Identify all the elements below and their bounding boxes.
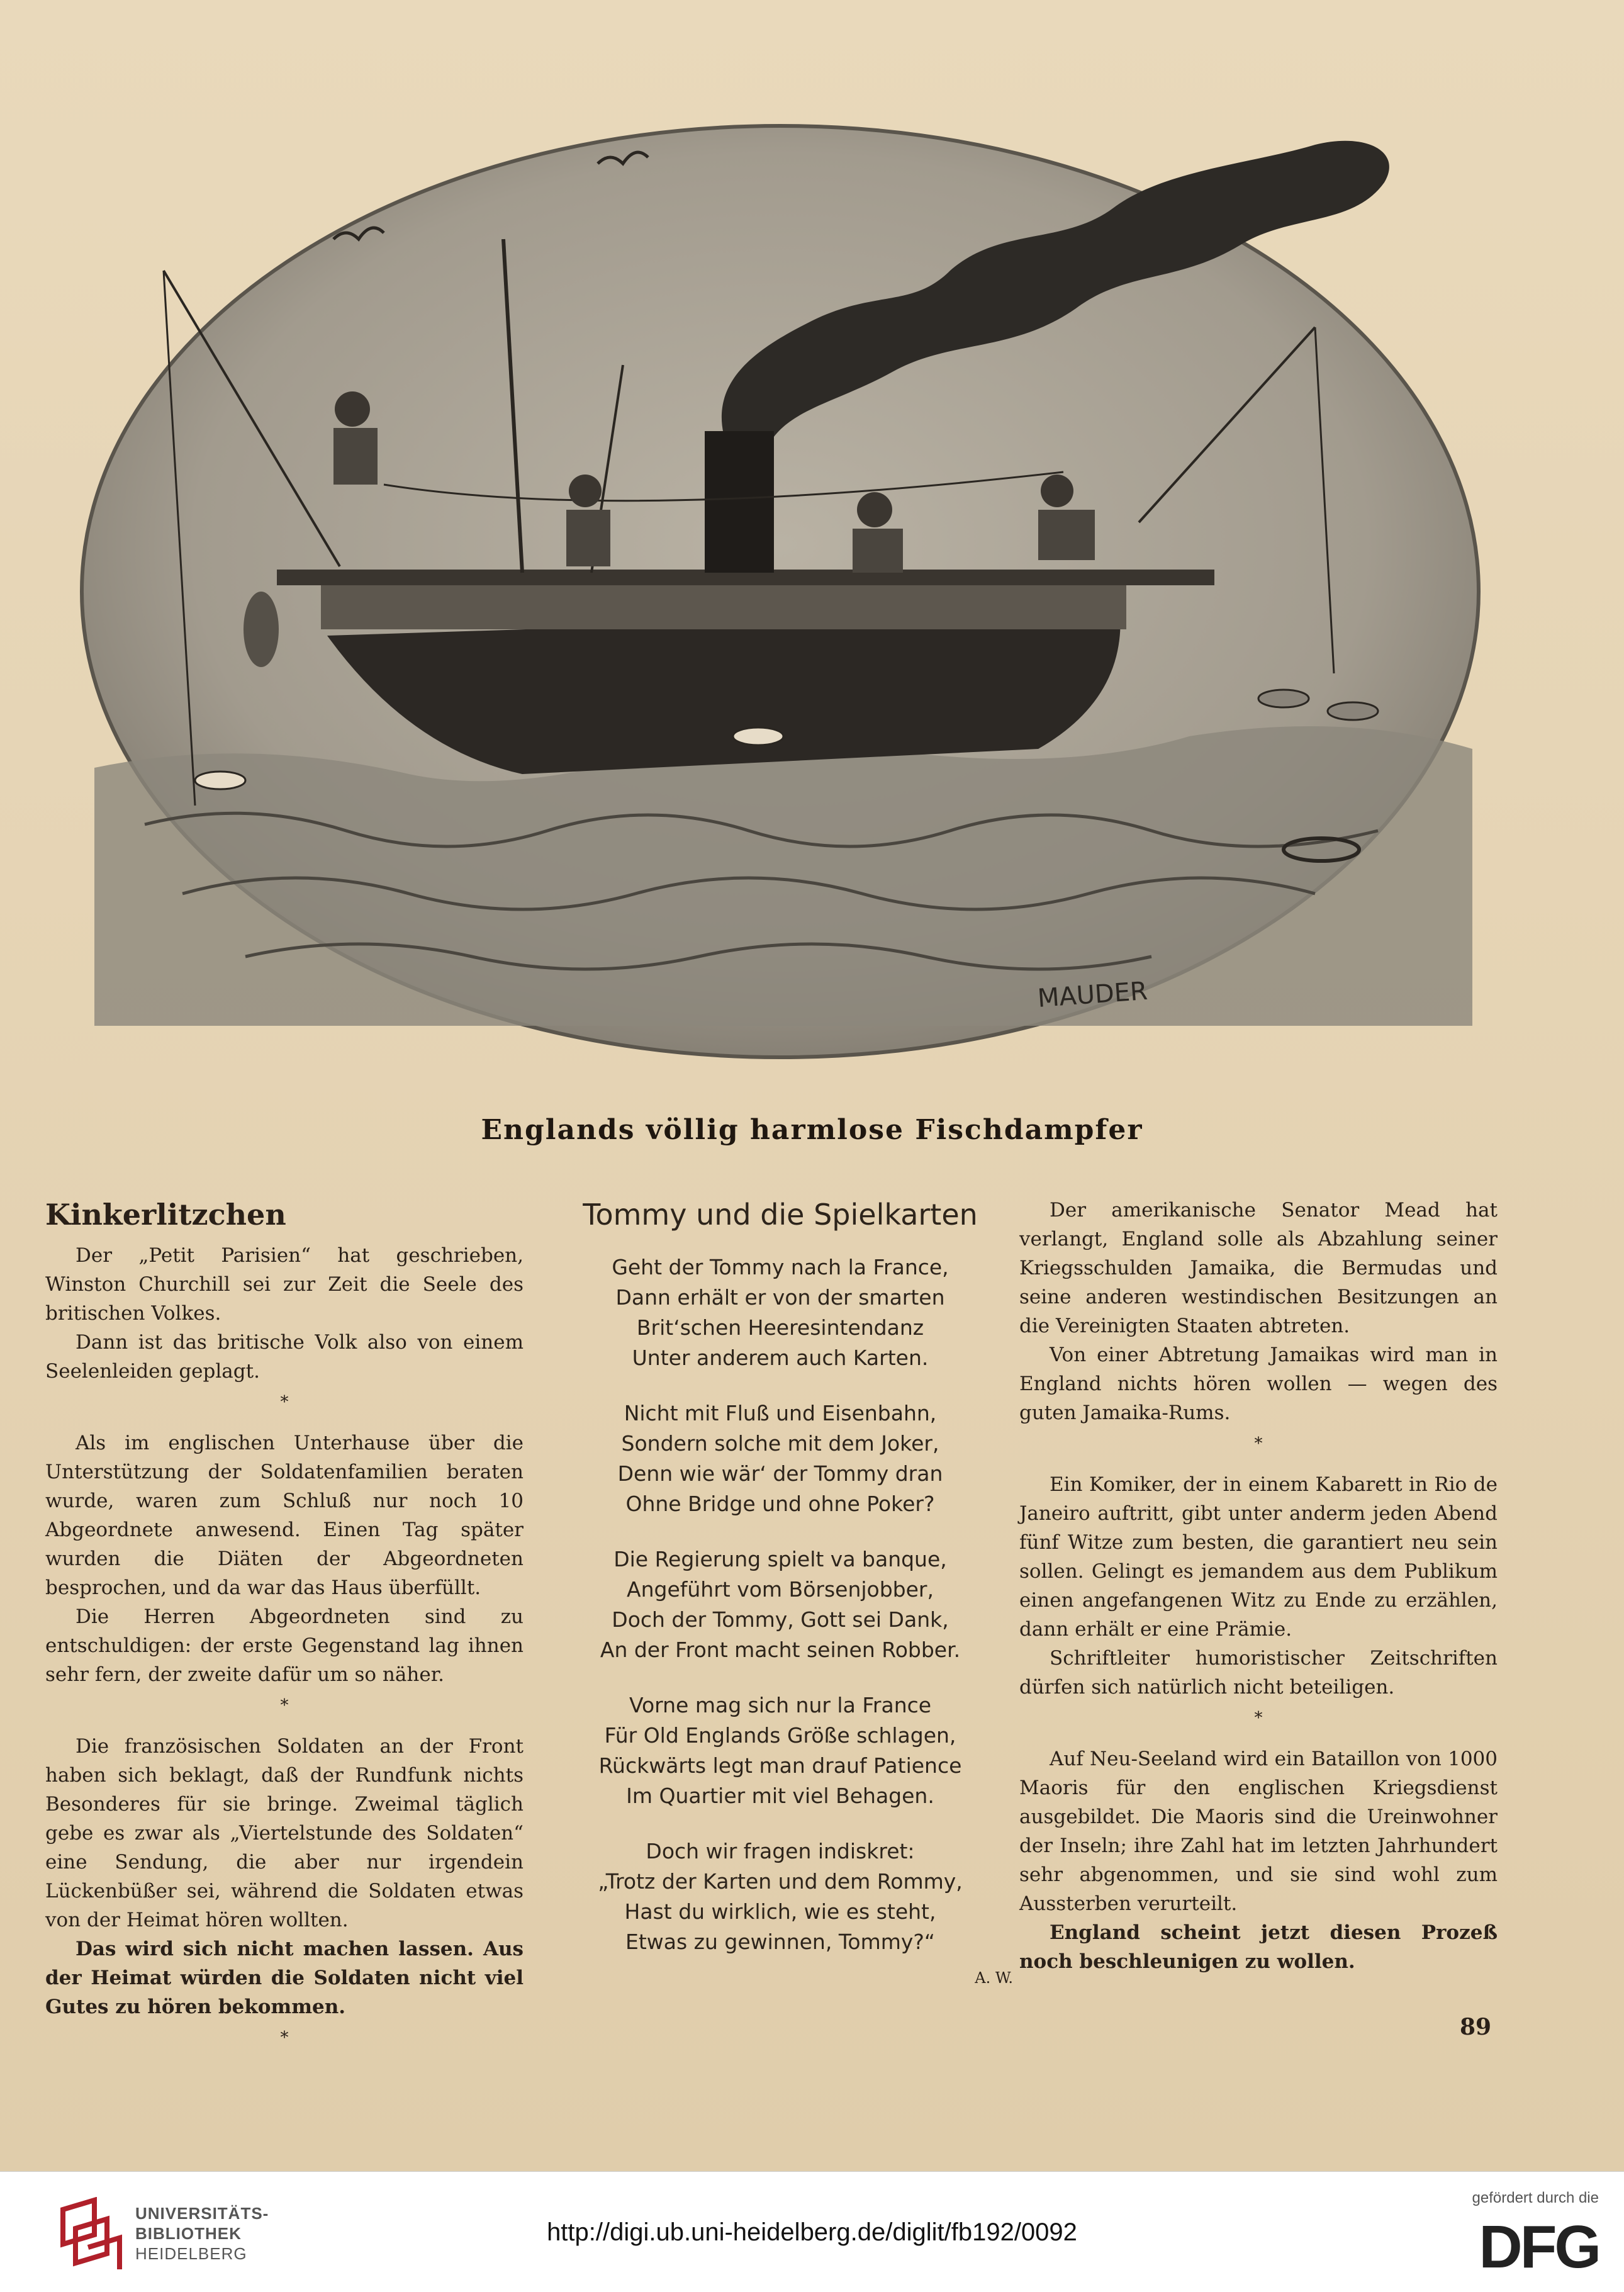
paragraph: Das wird sich nicht machen lassen. Aus der Heimat würden die Soldaten nicht viel Gutes zu hören bekommen. [45, 1938, 524, 2018]
poem-line: Doch der Tommy, Gott sei Dank, [612, 1607, 949, 1632]
paragraph: Ein Komiker, der in einem Kabarett in Rio de Janeiro auftritt, gibt unter anderm jeden Abend fünf Witze zum besten, die garantiert neu sein sollen. Gelingt es jemandem aus dem Publikum einen angefangenen Witz zu Ende zu erzählen, dann erhält er eine Prämie. [1019, 1473, 1498, 1641]
poem-line: Geht der Tommy nach la France, [612, 1255, 949, 1279]
column-poem [547, 1196, 1013, 1992]
poem-line: An der Front macht seinen Robber. [600, 1638, 961, 1662]
poem-line: Denn wie wär‘ der Tommy dran [617, 1461, 943, 1486]
illustration-caption: Englands völlig harmlose Fischdampfer [481, 1114, 1143, 1146]
separator: * [1254, 1434, 1263, 1453]
separator: * [1254, 1709, 1263, 1727]
paragraph: England scheint jetzt diesen Prozeß noch beschleunigen zu wollen. [1019, 1921, 1498, 1973]
poem-stanza [547, 1544, 1013, 1665]
poem-line: „Trotz der Karten und dem Rommy, [598, 1869, 963, 1894]
library-name-line: HEIDELBERG [135, 2244, 247, 2263]
poem-stanza [547, 1398, 1013, 1519]
poem-line: Ohne Bridge und ohne Poker? [625, 1491, 935, 1516]
poem-line: Dann erhält er von der smarten [615, 1285, 945, 1310]
viewer-footer [0, 2171, 1624, 2292]
poem-line: Nicht mit Fluß und Eisenbahn, [624, 1401, 937, 1425]
dfg-logo[interactable]: DFG [1479, 2213, 1599, 2281]
paragraph: Als im englischen Unterhause über die Unterstützung der Soldatenfamilien beraten wurde, waren zum Schluß nur noch 10 Abgeordnete anwesend. Einen Tag später wurden die Diäten der Abgeordneten besprochen, und da war das Haus überfüllt. [45, 1432, 524, 1599]
library-name-line: UNIVERSITÄTS- [135, 2204, 269, 2223]
page-number: 89 [1460, 2014, 1492, 2040]
ship-illustration [57, 82, 1504, 1101]
poem-stanza [547, 1252, 1013, 1373]
poem-line: Vorne mag sich nur la France [629, 1693, 932, 1717]
poem-line: Sondern solche mit dem Joker, [621, 1431, 939, 1456]
artist-signature: MAUDER [1036, 976, 1149, 1013]
poem-line: Die Regierung spielt va banque, [613, 1547, 947, 1571]
poem-line: Angeführt vom Börsenjobber, [627, 1577, 934, 1602]
poem-stanza [547, 1690, 1013, 1811]
column-heading: Kinkerlitzchen [45, 1198, 286, 1232]
separator: * [280, 1696, 289, 1715]
poem-line: Im Quartier mit viel Behagen. [626, 1784, 934, 1808]
column-kinkerlitzchen [45, 1196, 524, 2064]
poem-signature: A. W. [975, 1969, 1013, 1987]
poem-line: Unter anderem auch Karten. [632, 1345, 929, 1370]
paragraph: Schriftleiter humoristischer Zeitschriften dürfen sich natürlich nicht beteiligen. [1019, 1647, 1498, 1699]
separator: * [280, 2028, 289, 2047]
permalink-url[interactable]: http://digi.ub.uni-heidelberg.de/diglit/fb192/0092 [547, 2218, 1077, 2246]
poem-line: Rückwärts legt man drauf Patience [598, 1753, 962, 1778]
poem-line: Etwas zu gewinnen, Tommy?“ [625, 1930, 936, 1954]
paragraph: Die französischen Soldaten an der Front haben sich beklagt, daß der Rundfunk nichts Besonderes für sie bringe. Zweimal täglich gebe es zwar als „Viertelstunde des Soldaten“ eine Sendung, die aber nur irgendein Lückenbüßer sei, während die Soldaten etwas von der Heimat hören wollten. [45, 1735, 524, 1931]
paragraph: Von einer Abtretung Jamaikas wird man in England nichts hören wollen — wegen des guten Jamaika-Rums. [1019, 1344, 1498, 1424]
poem-line: Für Old Englands Größe schlagen, [604, 1723, 956, 1748]
poem-title: Tommy und die Spielkarten [583, 1198, 978, 1232]
funding-note: gefördert durch die [1472, 2189, 1599, 2206]
library-name-line: BIBLIOTHEK [135, 2224, 242, 2243]
poem-line: Hast du wirklich, wie es steht, [624, 1899, 936, 1924]
paragraph: Der „Petit Parisien“ hat geschrieben, Winston Churchill sei zur Zeit die Seele des britischen Volkes. [45, 1244, 524, 1325]
paragraph: Die Herren Abgeordneten sind zu entschuldigen: der erste Gegenstand lag ihnen sehr fern, der zweite dafür um so näher. [45, 1605, 524, 1686]
poem-line: Brit‘schen Heeresintendanz [636, 1315, 924, 1340]
paragraph: Auf Neu-Seeland wird ein Bataillon von 1000 Maoris für den englischen Kriegsdienst ausgebildet. Die Maoris sind die Ureinwohner der Inseln; ihre Zahl hat im letzten Jahrhundert sehr abgenommen, und sie sind wohl zum Aussterben verurteilt. [1019, 1748, 1498, 1915]
separator: * [280, 1393, 289, 1412]
paragraph: Dann ist das britische Volk also von einem Seelenleiden geplagt. [45, 1331, 524, 1383]
poem-line: Doch wir fragen indiskret: [646, 1839, 915, 1863]
paragraph: Der amerikanische Senator Mead hat verlangt, England solle als Abzahlung seiner Kriegsschulden Jamaika, die Bermudas und seine anderen westindischen Besitzungen an die Vereinigten Staaten abtreten. [1019, 1199, 1498, 1337]
column-notes [1019, 1196, 1498, 1976]
poem-stanza [547, 1836, 1013, 1957]
